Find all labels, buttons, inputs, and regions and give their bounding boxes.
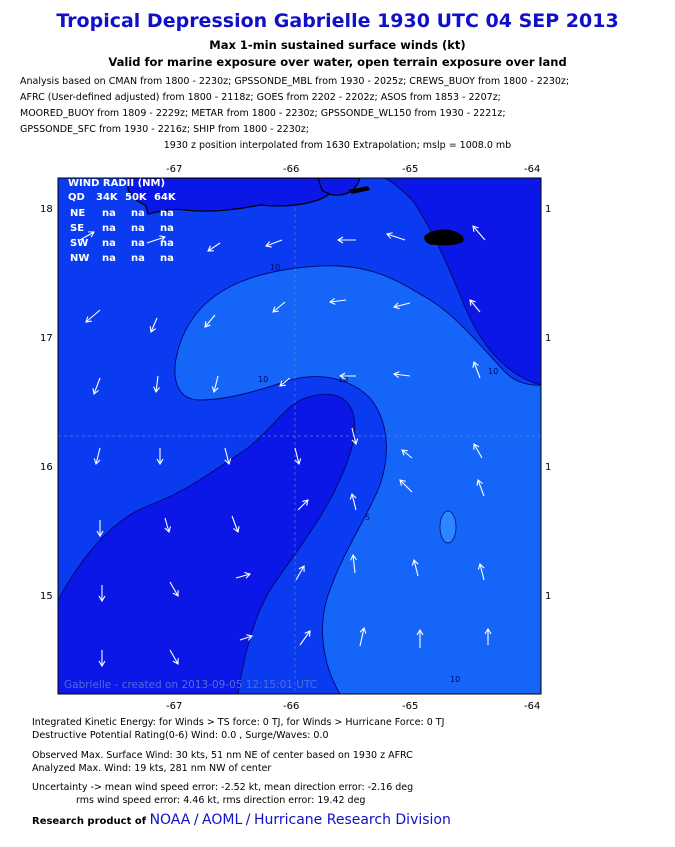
lon-tick-bottom: -67 xyxy=(166,701,183,712)
separator: / xyxy=(245,812,251,828)
separator: / xyxy=(193,812,199,828)
subtitle-exposure: Valid for marine exposure over water, open terrain exposure over land xyxy=(108,55,567,69)
lon-tick-top: -64 xyxy=(524,164,541,175)
research-footer xyxy=(32,812,451,828)
dpr-text: Destructive Potential Rating(0-6) Wind: 0.0 , Surge/Waves: 0.0 xyxy=(32,730,329,741)
contour-label: 10 xyxy=(488,367,499,376)
analysis-line: Analysis based on CMAN from 1800 - 2230z; GPSSONDE_MBL from 1930 - 2025z; CREWS_BUOY from 1800 - 2230z; xyxy=(20,76,570,87)
wind-radii-header: 64K xyxy=(154,192,176,203)
wind-radii-cell: na xyxy=(160,238,174,249)
lon-tick-bottom: -66 xyxy=(283,701,300,712)
uncertainty-stats xyxy=(32,781,413,807)
wind-radii-cell: na xyxy=(131,238,145,249)
lon-tick-bottom: -64 xyxy=(524,701,541,712)
analysis-line: GPSSONDE_SFC from 1930 - 2216z; SHIP from 1800 - 2230z; xyxy=(20,124,309,135)
wind-radii-cell: na xyxy=(160,208,174,219)
lat-tick-right: 1 xyxy=(545,462,552,473)
wind-radii-header: 50K xyxy=(125,192,147,203)
analysis-line: MOORED_BUOY from 1809 - 2229z; METAR from 1800 - 2230z; GPSSONDE_WL150 from 1930 - 2221z; xyxy=(20,108,506,119)
noaa-link[interactable]: NOAA xyxy=(149,812,191,828)
analyzed-max-text: Analyzed Max. Wind: 19 kts, 281 nm NW of center xyxy=(32,763,272,774)
research-prefix: Research product of xyxy=(32,816,147,827)
wind-radii-cell: na xyxy=(102,238,116,249)
analysis-line: AFRC (User-defined adjusted) from 1800 - 2118z; GOES from 2202 - 2202z; ASOS from 1853 - 2207z; xyxy=(20,92,501,103)
lat-tick-right: 1 xyxy=(545,591,552,602)
contour-label: 5 xyxy=(365,513,371,522)
ike-text: Integrated Kinetic Energy: for Winds > TS force: 0 TJ, for Winds > Hurricane Force: 0 TJ xyxy=(32,717,445,728)
wind-radii-cell: SE xyxy=(70,223,85,234)
contour-label: 10 xyxy=(270,263,281,272)
subtitle-units: Max 1-min sustained surface winds (kt) xyxy=(209,38,466,52)
wind-radii-cell: na xyxy=(102,223,116,234)
lat-tick: 17 xyxy=(40,333,53,344)
band-lightest-spot xyxy=(440,511,456,543)
wind-radii-cell: SW xyxy=(70,238,89,249)
lat-tick: 18 xyxy=(40,204,53,215)
contour-label: 10 xyxy=(258,375,269,384)
wind-radii-cell: NW xyxy=(70,253,90,264)
wind-radii-cell: NE xyxy=(70,208,86,219)
uncertainty-line-1: Uncertainty -> mean wind speed error: -2.52 kt, mean direction error: -2.16 deg xyxy=(32,782,414,793)
observed-max-text: Observed Max. Surface Wind: 30 kts, 51 nm NE of center based on 1930 z AFRC xyxy=(32,750,413,761)
lon-tick-bottom: -65 xyxy=(402,701,419,712)
energy-stats xyxy=(32,716,444,742)
wind-radii-cell: na xyxy=(131,223,145,234)
aoml-link[interactable]: AOML xyxy=(202,812,243,828)
map-footer: Gabrielle - created on 2013-09-05 12:15:01 UTC xyxy=(64,679,318,691)
wind-radii-header: QD xyxy=(68,192,85,203)
contour-label: 10 xyxy=(450,675,461,684)
wind-radii-cell: na xyxy=(160,253,174,264)
lon-tick-top: -67 xyxy=(166,164,183,175)
hrd-link[interactable]: Hurricane Research Division xyxy=(253,812,451,828)
wind-radii-cell: na xyxy=(131,208,145,219)
lat-tick-right: 1 xyxy=(545,204,552,215)
wind-radii-cell: na xyxy=(160,223,174,234)
lon-tick-top: -66 xyxy=(283,164,300,175)
wind-radii-title: WIND RADII (NM) xyxy=(68,178,166,189)
lat-tick-right: 1 xyxy=(545,333,552,344)
lat-tick: 15 xyxy=(40,591,53,602)
wind-stats xyxy=(32,749,413,775)
lat-tick: 16 xyxy=(40,462,53,473)
wind-radii-cell: na xyxy=(102,208,116,219)
contour-label: 10 xyxy=(338,375,349,384)
page-title: Tropical Depression Gabrielle 1930 UTC 04 SEP 2013 xyxy=(56,10,619,32)
uncertainty-line-2: rms wind speed error: 4.46 kt, rms direction error: 19.42 deg xyxy=(76,795,366,806)
position-note: 1930 z position interpolated from 1630 Extrapolation; mslp = 1008.0 mb xyxy=(163,140,512,151)
wind-radii-cell: na xyxy=(131,253,145,264)
lon-tick-top: -65 xyxy=(402,164,419,175)
wind-radii-cell: na xyxy=(102,253,116,264)
wind-radii-header: 34K xyxy=(96,192,118,203)
